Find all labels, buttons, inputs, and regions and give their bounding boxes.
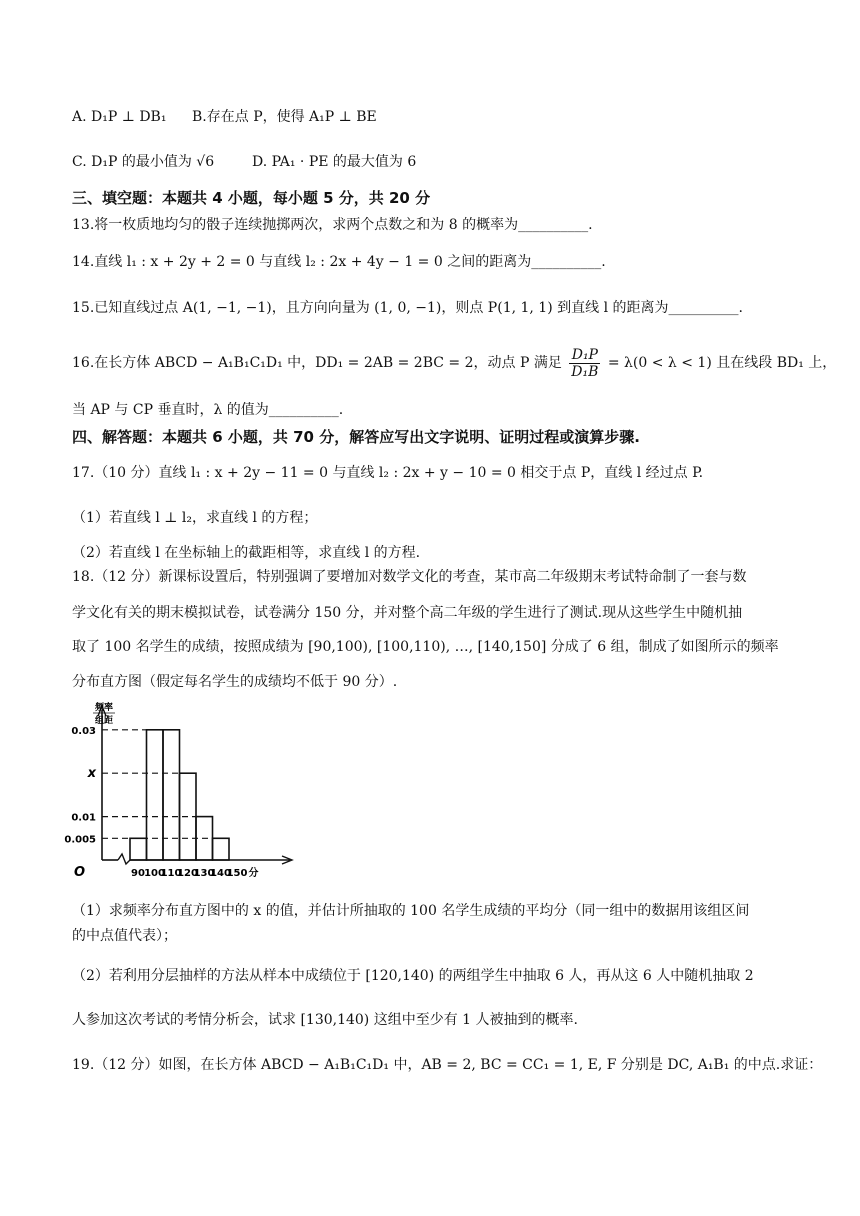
section-3-heading: 三、填空题：本题共 4 小题，每小题 5 分，共 20 分 <box>72 189 431 207</box>
histogram-bar <box>130 838 147 860</box>
question-18-line-3: 取了 100 名学生的成绩，按照成绩为 [90,100), [100,110), …, [140,150] 分成了 6 组，制成了如图所示的频率 <box>72 639 779 655</box>
option-a: A. D₁P ⊥ DB₁ <box>72 109 167 125</box>
x-tick-label: 100 <box>144 868 165 879</box>
question-18-line-1: 18.（12 分）新课标设置后，特别强调了要增加对数学文化的考查，某市高二年级期末考试特命制了一套与数 <box>72 569 747 585</box>
fraction-numerator: D₁P <box>569 347 600 364</box>
histogram-bar <box>163 730 180 860</box>
x-axis-break <box>118 854 130 864</box>
y-label-bottom: 组距 <box>94 716 114 726</box>
y-tick-label: x <box>87 766 96 782</box>
question-14: 14.直线 l₁ : x + 2y + 2 = 0 与直线 l₂ : 2x + 4y − 1 = 0 之间的距离为__________. <box>72 254 606 270</box>
question-17: 17.（10 分）直线 l₁ : x + 2y − 11 = 0 与直线 l₂ : 2x + y − 10 = 0 相交于点 P，直线 l 经过点 P. <box>72 465 704 481</box>
question-18-part-1-line-1: （1）求频率分布直方图中的 x 的值，并估计所抽取的 100 名学生成绩的平均分（同一组中的数据用该组区间 <box>72 903 750 919</box>
question-16-after: = λ(0 < λ < 1) 且在线段 BD₁ 上， <box>607 355 837 371</box>
x-unit-label: 分 <box>248 868 259 879</box>
question-18-line-2: 学文化有关的期末模拟试卷，试卷满分 150 分，并对整个高二年级的学生进行了测试.现从这些学生中随机抽 <box>72 605 743 621</box>
option-c: C. D₁P 的最小值为 √6 <box>72 154 215 170</box>
question-16 <box>72 345 836 381</box>
question-18-part-2-line-1: （2）若利用分层抽样的方法从样本中成绩位于 [120,140) 的两组学生中抽取 6 人，再从这 6 人中随机抽取 2 <box>72 968 754 984</box>
question-15: 15.已知直线过点 A(1, −1, −1)，且方向向量为 (1, 0, −1)，则点 P(1, 1, 1) 到直线 l 的距离为__________. <box>72 300 743 316</box>
y-tick-label: 0.005 <box>64 834 96 846</box>
x-tick-label: 140 <box>210 868 231 879</box>
question-17-part-2: （2）若直线 l 在坐标轴上的截距相等，求直线 l 的方程. <box>72 545 421 561</box>
option-d: D. PA₁ · PE 的最大值为 6 <box>252 154 417 170</box>
x-tick-label: 130 <box>193 868 215 879</box>
histogram-bar <box>213 838 230 860</box>
x-tick-label: 150 <box>226 868 248 879</box>
section-4-heading: 四、解答题：本题共 6 小题，共 70 分，解答应写出文字说明、证明过程或演算步骤. <box>72 428 640 446</box>
frequency-histogram <box>64 698 308 890</box>
x-tick-label: 120 <box>177 868 198 879</box>
question-16-before: 16.在长方体 ABCD − A₁B₁C₁D₁ 中，DD₁ = 2AB = 2BC = 2，动点 P 满足 <box>72 355 562 371</box>
question-18-line-4: 分布直方图（假定每名学生的成绩均不低于 90 分）. <box>72 674 398 690</box>
question-17-part-1: （1）若直线 l ⊥ l₂，求直线 l 的方程； <box>72 510 318 526</box>
question-16-line-2: 当 AP 与 CP 垂直时，λ 的值为__________. <box>72 402 344 418</box>
option-b: B.存在点 P，使得 A₁P ⊥ BE <box>192 109 377 125</box>
y-tick-label: 0.01 <box>71 812 96 824</box>
question-18-part-2-line-2: 人参加这次考试的考情分析会，试求 [130,140) 这组中至少有 1 人被抽到的概率. <box>72 1012 578 1028</box>
question-18-part-1-line-2: 的中点值代表）； <box>72 928 177 944</box>
ratio-fraction <box>569 347 600 380</box>
y-tick-label: 0.03 <box>71 725 96 737</box>
question-19: 19.（12 分）如图，在长方体 ABCD − A₁B₁C₁D₁ 中，AB = 2, BC = CC₁ = 1, E, F 分别是 DC, A₁B₁ 的中点.求证： <box>72 1057 823 1073</box>
fraction-denominator: D₁B <box>571 363 599 380</box>
x-tick-label: 90 <box>131 868 145 879</box>
question-13: 13.将一枚质地均匀的骰子连续抛掷两次，求两个点数之和为 8 的概率为__________. <box>72 217 593 233</box>
origin-label: O <box>74 865 86 880</box>
histogram-bar <box>147 730 164 860</box>
y-label-top: 频率 <box>94 703 114 713</box>
x-tick-label: 110 <box>160 868 182 879</box>
